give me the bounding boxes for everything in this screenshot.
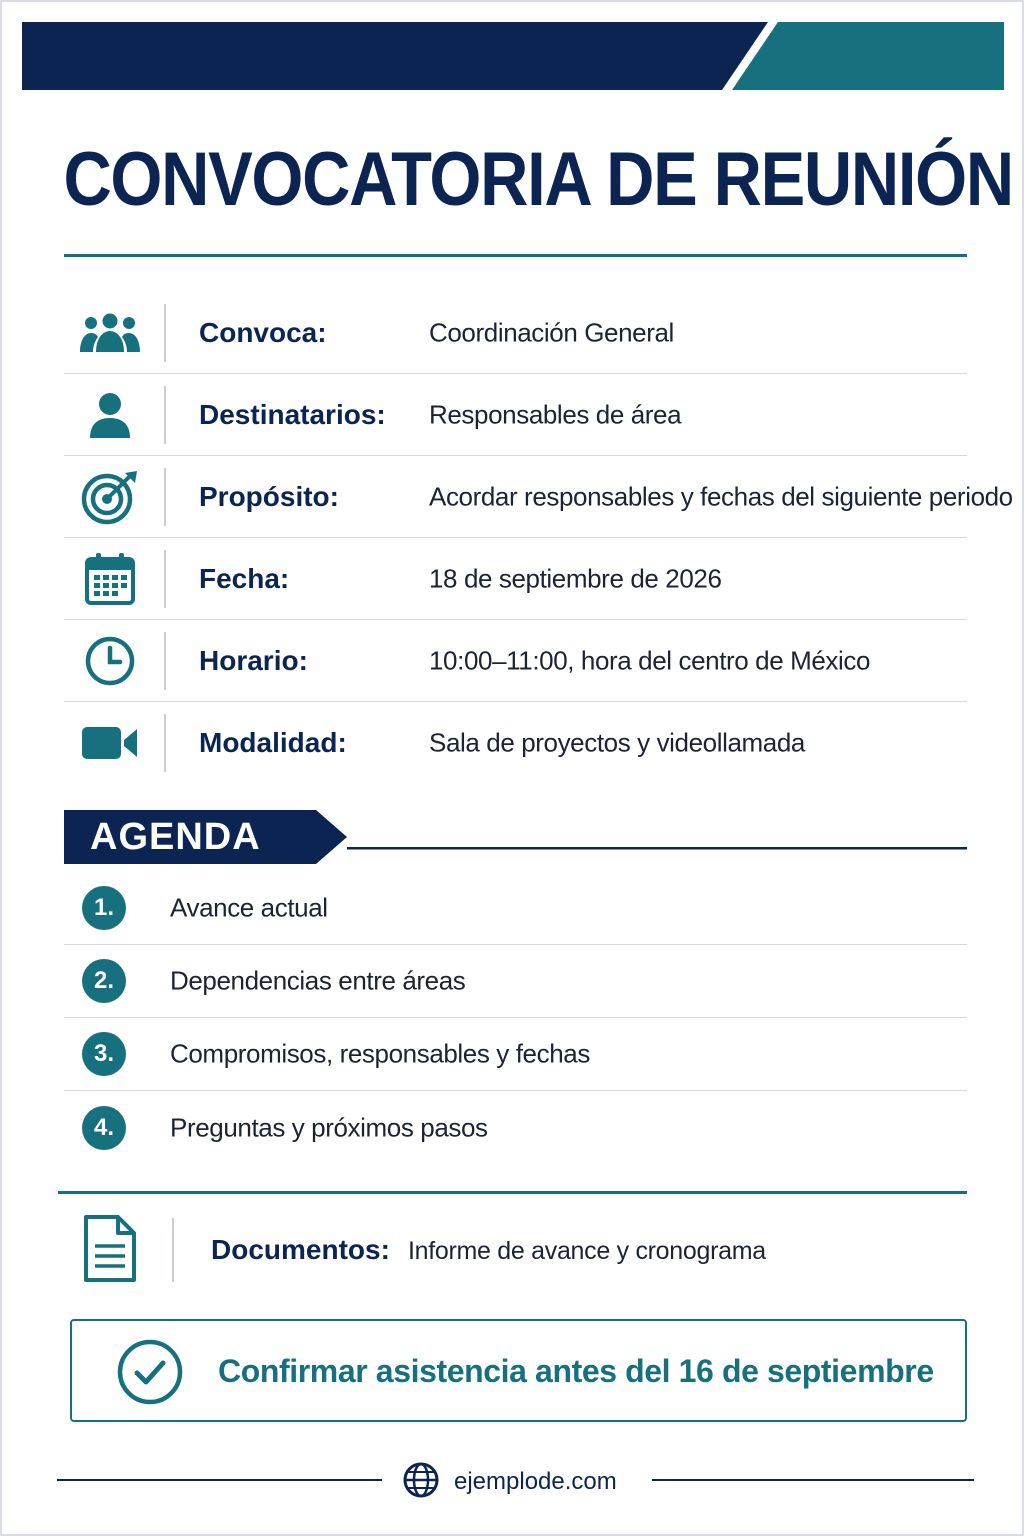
top-banner <box>22 22 1004 90</box>
footer-rule-right <box>652 1479 974 1481</box>
agenda-number-badge: 1. <box>82 886 126 930</box>
document-icon <box>82 1214 138 1289</box>
agenda-header <box>64 810 967 864</box>
detail-label: Destinatarios: <box>199 398 386 430</box>
person-icon <box>78 387 142 443</box>
agenda-item-text: Dependencias entre áreas <box>170 965 466 996</box>
detail-row-destinatarios <box>64 374 967 456</box>
agenda-item <box>64 945 967 1018</box>
detail-label: Fecha: <box>199 562 290 594</box>
agenda-number-badge: 3. <box>82 1032 126 1076</box>
footer-website-link[interactable]: ejemplode.com <box>454 1468 617 1495</box>
documents-divider <box>58 1191 967 1194</box>
agenda-number-badge: 4. <box>82 1106 126 1150</box>
footer <box>402 1462 617 1502</box>
documents-value: Informe de avance y cronograma <box>408 1237 766 1265</box>
people-group-icon <box>78 305 142 361</box>
agenda-item-text: Compromisos, responsables y fechas <box>170 1038 590 1069</box>
detail-value: Responsables de área <box>429 399 682 429</box>
row-separator <box>172 1218 174 1282</box>
agenda-list <box>64 872 967 1164</box>
row-separator <box>164 386 166 444</box>
confirm-attendance-text: Confirmar asistencia antes del 16 de septiembre <box>218 1353 934 1389</box>
row-separator <box>164 468 166 526</box>
title-divider <box>64 254 967 257</box>
clock-icon <box>78 633 142 689</box>
confirm-attendance-box <box>70 1319 967 1422</box>
agenda-item-text: Avance actual <box>170 892 328 923</box>
agenda-item-text: Preguntas y próximos pasos <box>170 1112 488 1142</box>
detail-value: Acordar responsables y fechas del siguiente periodo <box>429 481 1013 511</box>
detail-label: Horario: <box>199 644 308 676</box>
target-icon <box>78 469 142 525</box>
detail-row-horario <box>64 620 967 702</box>
agenda-item <box>64 1018 967 1091</box>
page-title: CONVOCATORIA DE REUNIÓN <box>63 137 1013 222</box>
video-camera-icon <box>78 715 142 771</box>
row-separator <box>164 304 166 362</box>
footer-rule-left <box>57 1479 382 1481</box>
detail-value: Sala de proyectos y videollamada <box>429 727 805 758</box>
detail-row-modalidad <box>64 702 967 784</box>
row-separator <box>164 550 166 608</box>
agenda-title: AGENDA <box>90 816 261 858</box>
agenda-item <box>64 1091 967 1164</box>
detail-row-fecha <box>64 538 967 620</box>
detail-label: Convoca: <box>199 316 327 348</box>
meeting-details <box>64 292 1013 784</box>
detail-row-convoca <box>64 292 967 374</box>
calendar-icon <box>78 551 142 607</box>
detail-value: 10:00–11:00, hora del centro de México <box>429 645 871 675</box>
documents-row <box>64 1212 967 1288</box>
agenda-item <box>64 872 967 945</box>
detail-label: Propósito: <box>199 480 339 512</box>
check-circle-icon <box>116 1338 184 1411</box>
detail-label: Modalidad: <box>199 727 347 758</box>
documents-label: Documentos: <box>211 1234 390 1265</box>
agenda-number-badge: 2. <box>82 959 126 1003</box>
row-separator <box>164 714 166 772</box>
detail-row-proposito <box>64 456 1013 538</box>
globe-icon <box>402 1461 440 1504</box>
detail-value: 18 de septiembre de 2026 <box>429 563 722 593</box>
detail-value: Coordinación General <box>429 317 674 347</box>
row-separator <box>164 632 166 690</box>
